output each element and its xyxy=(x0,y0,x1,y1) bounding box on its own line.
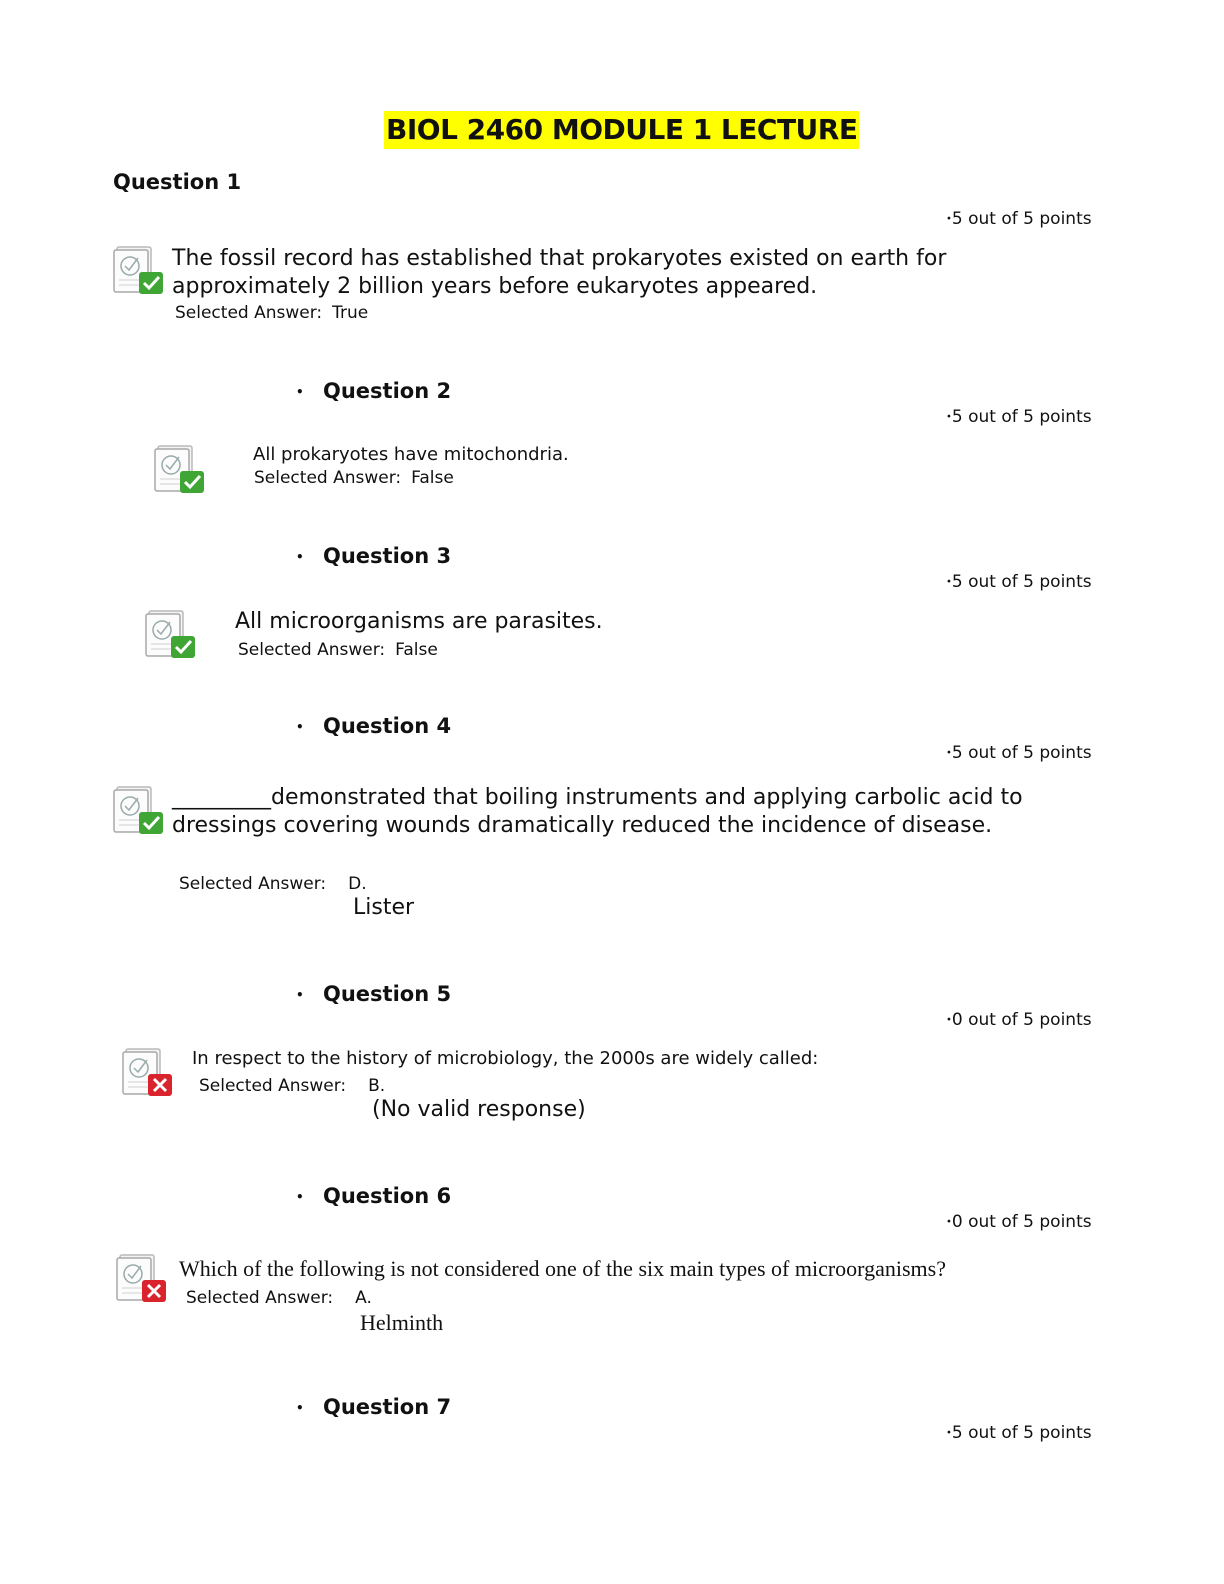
correct-answer-icon xyxy=(113,244,165,296)
question-4-heading: • Question 4 xyxy=(296,714,452,738)
question-5-answer-value: (No valid response) xyxy=(372,1097,586,1122)
question-3-text: All microorganisms are parasites. xyxy=(235,609,603,634)
question-2-text: All prokaryotes have mitochondria. xyxy=(253,444,569,465)
question-2-points: •5 out of 5 points xyxy=(946,407,1092,427)
question-3-selected-answer: Selected Answer: False xyxy=(238,640,438,660)
question-2-selected-answer: Selected Answer: False xyxy=(254,468,454,488)
question-1-points: •5 out of 5 points xyxy=(946,209,1092,229)
question-6-heading: • Question 6 xyxy=(296,1184,452,1208)
question-1-heading: Question 1 xyxy=(113,170,242,194)
question-4-answer-letter: D. xyxy=(348,874,367,894)
correct-answer-icon xyxy=(113,784,165,836)
page-title: BIOL 2460 MODULE 1 LECTURE xyxy=(384,111,859,149)
question-2-heading: • Question 2 xyxy=(296,379,452,403)
question-1-text: The fossil record has established that prokaryotes existed on earth for approximately 2 billion years before eukaryotes appeared. xyxy=(172,246,947,299)
question-4-text: _________demonstrated that boiling instruments and applying carbolic acid to dressings covering wounds dramatically reduced the incidence of disease. xyxy=(172,785,1023,838)
question-4-selected-answer: Selected Answer: D. xyxy=(179,874,367,894)
question-5-heading: • Question 5 xyxy=(296,982,452,1006)
question-7-heading: • Question 7 xyxy=(296,1395,452,1419)
question-5-text: In respect to the history of microbiology, the 2000s are widely called: xyxy=(192,1048,819,1069)
question-5-answer-letter: B. xyxy=(368,1076,386,1096)
question-6-answer-value: Helminth xyxy=(360,1310,444,1335)
question-3-points: •5 out of 5 points xyxy=(946,572,1092,592)
question-1-selected-answer: Selected Answer: True xyxy=(175,303,369,323)
question-6-text: Which of the following is not considered one of the six main types of microorganisms? xyxy=(179,1256,946,1281)
question-3-heading: • Question 3 xyxy=(296,544,452,568)
question-6-selected-answer: Selected Answer: A. xyxy=(186,1288,372,1308)
question-4-answer-value: Lister xyxy=(353,895,415,920)
correct-answer-icon xyxy=(145,608,197,660)
question-1-answer-value: True xyxy=(332,303,369,323)
question-6-points: •0 out of 5 points xyxy=(946,1212,1092,1232)
question-3-answer-value: False xyxy=(395,640,438,660)
incorrect-answer-icon xyxy=(116,1252,168,1304)
question-5-points: •0 out of 5 points xyxy=(946,1010,1092,1030)
question-4-points: •5 out of 5 points xyxy=(946,743,1092,763)
question-7-points: •5 out of 5 points xyxy=(946,1423,1092,1443)
question-6-answer-letter: A. xyxy=(355,1288,372,1308)
incorrect-answer-icon xyxy=(122,1046,174,1098)
question-2-answer-value: False xyxy=(411,468,454,488)
correct-answer-icon xyxy=(154,443,206,495)
question-5-selected-answer: Selected Answer: B. xyxy=(199,1076,386,1096)
